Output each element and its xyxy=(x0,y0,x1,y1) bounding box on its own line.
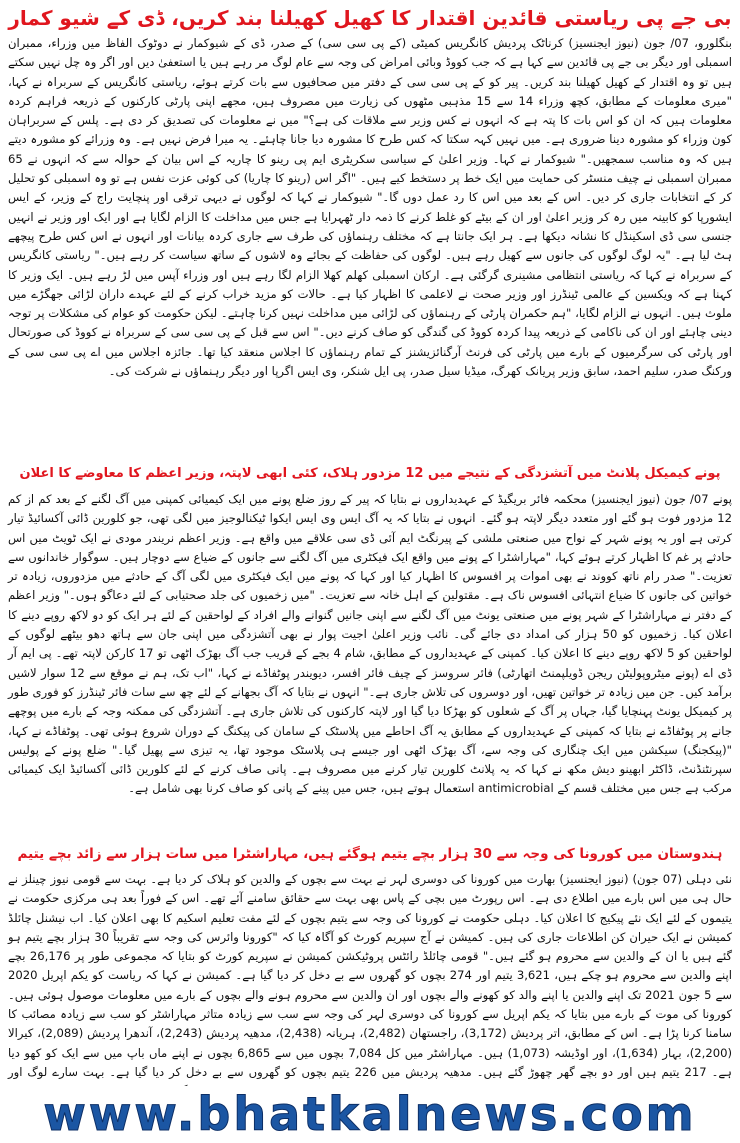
article-headline: پونے کیمیکل پلانٹ میں آتشزدگی کے نتیجے میں 12 مزدور ہلاک، کئی ابھی لاپتہ، وزیر اعظم کا معاوضے کا اعلان xyxy=(19,466,721,481)
article-body: بنگلورو، 07/ جون (نیوز ایجنسیز) کرناٹک پردیش کانگریس کمیٹی (کے پی سی سی) کے صدر، ڈی کے شیوکمار نے دوٹوک الفاظ میں وزراء، ممبران اسمبلی اور دیگر بی جے پی قائدین سے کہا ہے کہ جب کووڈ وبائی امراض کی وجہ سے عام لوگ مر رہے ہیں یا استعفیٰ دیں اور اگر وہ چل نہیں سکتے ہیں تو وہ اقتدار کے کھیل کھیلنا بند کریں۔ پیر کو کے پی سی سی کے دفتر میں صحافیوں سے بات کرتے ہوئے، ریاستی کانگریس کے سربراہ نے کہا، "میری معلومات کے مطابق، کچھ وزراء 14 سے 15 مذہبی مٹھوں کی زیارت میں مصروف ہیں، مجھے اپنی پارٹی کارکنوں کے ذریعہ فراہم کردہ معلومات ہیں کہ ان کو اس بات کا پتہ ہے کہ انہوں نے کس وزیر سے ملاقات کی ہے؟" میں نے معلومات کی تصدیق کر دی ہے۔ پلس کے سربراہان کون وزراء کو مشورہ دینا ضروری ہے۔ میں نہیں کہہ سکتا کہ کس طرح کا مشورہ دیا جانا چاہئے۔ یہ میرا فرض نہیں ہے۔ وہ وزرائے کو مشورہ دیتے ہیں کہ وہ مناسب سمجھیں۔" شیوکمار نے کہا۔ وزیر اعلیٰ کے سیاسی سکریٹری ایم پی رینو کا چاریہ کے اس بیان کے حوالہ سے کہ انہوں نے 65 ممبران اسمبلی نے چیف منسٹر کی حمایت میں ایک خط پر دستخط کیے ہیں۔ "اگر اس (رینو کا چاریا) کی کوئی عزت نفس ہے تو وہ اسمبلی کو تحلیل کر کے انتخابات جاری کر دیں۔ اس کے بعد میں اس کا رد عمل دوں گا۔" شیوکمار نے کہا کہ لوگوں نے دیہی ترقی اور پنچایت راج کے وزیر، کے ایس ایشورپا کو کابینہ میں رہ کر وزیر اعلیٰ اور ان کے بیٹے کو غلط کرنے کا ذمہ دار ٹھہرایا ہے جس میں مداخلت کا الزام لگایا ہے اور ایک اور وزیر نے انہیں جنسی سی ڈی اسکینڈل کا نشانہ دیکھا ہے۔ ہر ایک جانتا ہے کہ مختلف رہنماؤں کی طرف سے جاری کردہ بیانات اور انہوں نے اس کس طرح پیچھے ہٹ لیا ہے۔ "یہ لوگ لوگوں کی جانوں سے کھیل رہے ہیں۔ لوگوں کی حفاظت کے بجائے وہ لاشوں کے ساتھ سیاست کر رہے ہیں۔" ریاستی کانگریس کے سربراہ نے کہا کہ ریاستی انتظامی مشینری گرگئی ہے۔ ارکان اسمبلی کھلم کھلا الزام لگا رہے ہیں اور وزراء آپس میں لڑ رہے ہیں۔ ایک وزیر کا کہنا ہے کہ ویکسین کے عالمی ٹینڈرز اور وزیر صحت نے لاعلمی کا اظہار کیا ہے۔ حالات کو مزید خراب کرنے کے لئے عہدے داران لڑائی جھگڑے میں ملوث ہیں۔ انہوں نے الزام لگایا، "ہم حکمران پارٹی کے رہنماؤں کی لڑائی میں مداخلت نہیں کرنا چاہتے۔ لیکن حکومت کو عوام کی مشکلات پر توجہ دینی چاہئے اور ان کی ناکامی کے ذریعہ پیدا کردہ کووڈ کی گندگی کو صاف کرنے دیں۔" اس سے قبل کے پی سی سی کے سربراہ نے کووڈ کی صورتحال اور پارٹی کی سرگرمیوں کے بارے میں پارٹی کی فرنٹ آرگنائزیشنز کے تمام رہنماؤں کا اجلاس منعقد کیا تھا۔ جائزہ اجلاس میں اے پی سی سی کے ورکنگ صدر، سلیم احمد، سابق وزیر پریانک کھرگ، میڈیا سیل صدر، پی ایل شنکر، وی ایس اگرپا اور دیگر رہنماؤں نے شرکت کی۔ xyxy=(8,36,732,379)
article-body: پونے 07/ جون (نیوز ایجنسیز) محکمہ فائر بریگیڈ کے عہدیداروں نے بتایا کہ پیر کے روز ضلع پونے میں ایک کیمیائی کمپنی میں آگ لگنے کے بعد کم از کم 12 مزدور فوت ہو گئے اور متعدد دیگر لاپتہ ہو گئے۔ انہوں نے بتایا کہ یہ آگ ایس وی ایس ایکوا ٹیکنالوجیز میں لگی تھی، جو کلورین ڈائی آکسائیڈ تیار کرتی ہے اور یہ پونے شہر کے نواح میں صنعتی ملشی کے پیرنگٹ ایم آئی ڈی سی علاقے میں واقع ہے۔ وزیر اعظم نریندر مودی نے ایک ٹویٹ میں اس حادثے پر غم کا اظہار کرتے ہوئے کہا، "مہاراشٹرا کے پونے میں واقع ایک فیکٹری میں آگ لگنے سے جانوں کے ضیاع سے دوچار ہیں۔ سوگوار خاندانوں سے تعزیت۔" صدر رام ناتھ کووند نے بھی اموات پر افسوس کا اظہار کیا اور کہا کہ پونے میں ایک فیکٹری میں لگی آگ کے حادثے میں مزدوروں، زیادہ تر خواتین کی جانوں کا ضیاع انتہائی افسوس ناک ہے۔ مقتولین کے اہل خانہ سے تعزیت۔ "میں زخمیوں کی جلد صحتیابی کے لئے دعاگو ہوں۔" وزیر اعظم کے دفتر نے مہاراشٹرا کے شہر پونے میں صنعتی یونٹ میں آگ لگنے سے اپنی جانیں گنوانے والے افراد کے لواحقین کے لئے ہر ایک کو دو لاکھ روپے دینے کا اعلان کیا۔ زخمیوں کو 50 ہزار کی امداد دی جائے گی۔ نائب وزیر اعلیٰ اجیت پوار نے بھی آتشزدگی میں اپنی جان سے ہاتھ دھو بیٹھے لوگوں کے لواحقین کو 5 لاکھ روپے دینے کا اعلان کیا۔ کمپنی کے عہدیداروں کے مطابق، شام 4 بجے کے قریب جب آگ بھڑک اٹھی تو 17 کارکن لاپتہ تھے۔ پی ایم آر ڈی اے (پونے میٹروپولیٹن ریجن ڈویلپمنٹ اتھارٹی) فائر سروسز کے چیف فائر افسر، دیویندر پوٹفاڈے نے کہا، "اب تک، ہم نے موقع سے 12 سوار لاشیں برآمد کیں۔ جن میں زیادہ تر خواتین تھیں، اور دوسروں کی تلاش جاری ہے۔" انہوں نے بتایا کہ آگ بجھانے کے لئے چھ سے سات فائر ٹینڈرز کو فوری طور پر کیمیکل یونٹ پہنچایا گیا، جہاں پر آگ کے شعلوں کو بھڑکا دیا گیا اور لاپتہ کارکنوں کی تلاش جاری ہے۔ آتشزدگی کی ممکنہ وجہ کے بارے میں پوچھے جانے پر پوٹفاڈے نے بتایا کہ کمپنی کے عہدیداروں کے مطابق یہ آگ احاطے میں پلاسٹک کے سامان کی پیکنگ کے دوران شروع ہوئی تھی۔ پوٹفاڈے نے کہا، "(پیکجنگ) سیکشن میں ایک چنگاری کی وجہ سے، آگ بھڑک اٹھی اور جیسے ہی پلاسٹک موجود تھا، یہ تیزی سے پھیل گیا۔" ضلع پونے کے پولیس سپرنٹنڈنٹ، ڈاکٹر ابھینو دیش مکھ نے کہا کہ یہ پلانٹ کلورین تیار کرنے میں مصروف ہے۔ پانی صاف کرنے کے لئے کلورین ڈائی آکسائیڈ ایک کیمیائی مرکب ہے جس میں مختلف قسم کے antimicrobial استعمال ہوتے ہیں، جس میں پینے کے پانی کو صاف کرنا بھی شامل ہے۔ xyxy=(8,492,732,796)
article-body: نئی دہلی (07 جون) (نیوز ایجنسیز) بھارت میں کورونا کی دوسری لہر نے بہت سے بچوں کے والدین کو ہلاک کر دیا ہے۔ بہت سے قومی نیوز چینلز نے حال ہی میں اس بارے میں اطلاع دی ہے۔ اس رپورٹ میں بچی کے پاس بھی بہت سے حقائق سامنے آئے تھے۔ اس کے فوراً بعد ہی مرکزی حکومت نے یتیموں کے لئے ایک نئے پیکیج کا اعلان کیا۔ دہلی حکومت نے کورونا کی وجہ سے یتیم بچوں کے لئے مفت تعلیم اسکیم کا بھی اعلان کیا۔ اب نیشنل چائلڈ کمیشن نے ایک حیران کن اطلاعات جاری کی ہیں۔ کمیشن نے آج سپریم کورٹ کو آگاہ کیا کہ "کورونا وائرس کی وجہ سے تقریباً 30 ہزار بچے یتیم ہو گئے ہیں یا ان کے والدین سے محروم ہو گئے ہیں۔" قومی چائلڈ رائٹس پروٹیکشن کمیشن نے سپریم کورٹ کو بتایا کہ مجموعی طور پر 26,176 بچے اپنے والدین سے محروم ہو چکے ہیں، 3,621 یتیم اور 274 بچوں کو گھروں سے بے دخل کر دیا گیا ہے۔ کمیشن نے کہا کہ ریاست کو یکم اپریل 2020 سے 5 جون 2021 تک اپنے والدین یا اپنے والد کو کھونے والے بچوں اور ان والدین سے محروم ہونے والے بچوں کے بارے میں معلومات موصول ہوئی ہیں۔ کورونا کی موت کے بارے میں بتایا کہ یکم اپریل سے کورونا کی دوسری لہر کی وجہ سے سب سے زیادہ متاثر مہاراشٹر کو سب سے زیادہ مصائب کا سامنا کرنا پڑا ہے۔ اس کے مطابق، اتر پردیش (3,172)، راجستھان (2,482)، ہریانہ (2,438)، مدھیہ پردیش (2,243)، آندھرا پردیش (2,089)، کیرالا (2,200)، بہار (1,634)، اور اوڈیشہ (1,073) ہیں۔ مہاراشٹر میں کل 7,084 بچوں میں سے 6,865 بچوں نے اپنے ماں باپ میں سے ایک کو کھو دیا ہے۔ 217 یتیم ہیں اور دو بچے گھر چھوڑ گئے ہیں۔ مدھیہ پردیش میں 226 یتیم بچوں کو گھروں سے بے دخل کر دیا گیا ہے۔ بہت سارے لوگ اور xyxy=(8,872,733,1079)
site-footer xyxy=(0,1085,740,1143)
site-name: www.bhatkalnews.com xyxy=(43,1087,697,1141)
article-covid-orphans xyxy=(0,836,740,1086)
site-logo-wordmark[interactable] xyxy=(10,1086,730,1142)
article-headline: بی جے پی ریاستی قائدین اقتدار کا کھیل کھیلنا بند کریں، ڈی کے شیو کمار xyxy=(8,6,732,30)
article-headline: ہندوستان میں کورونا کی وجہ سے 30 ہزار بچے یتیم ہوگئے ہیں، مہاراشٹرا میں سات ہزار سے زائد بچے یتیم xyxy=(17,846,723,862)
article-dk-shivakumar xyxy=(0,0,740,456)
article-pune-fire xyxy=(0,456,740,836)
